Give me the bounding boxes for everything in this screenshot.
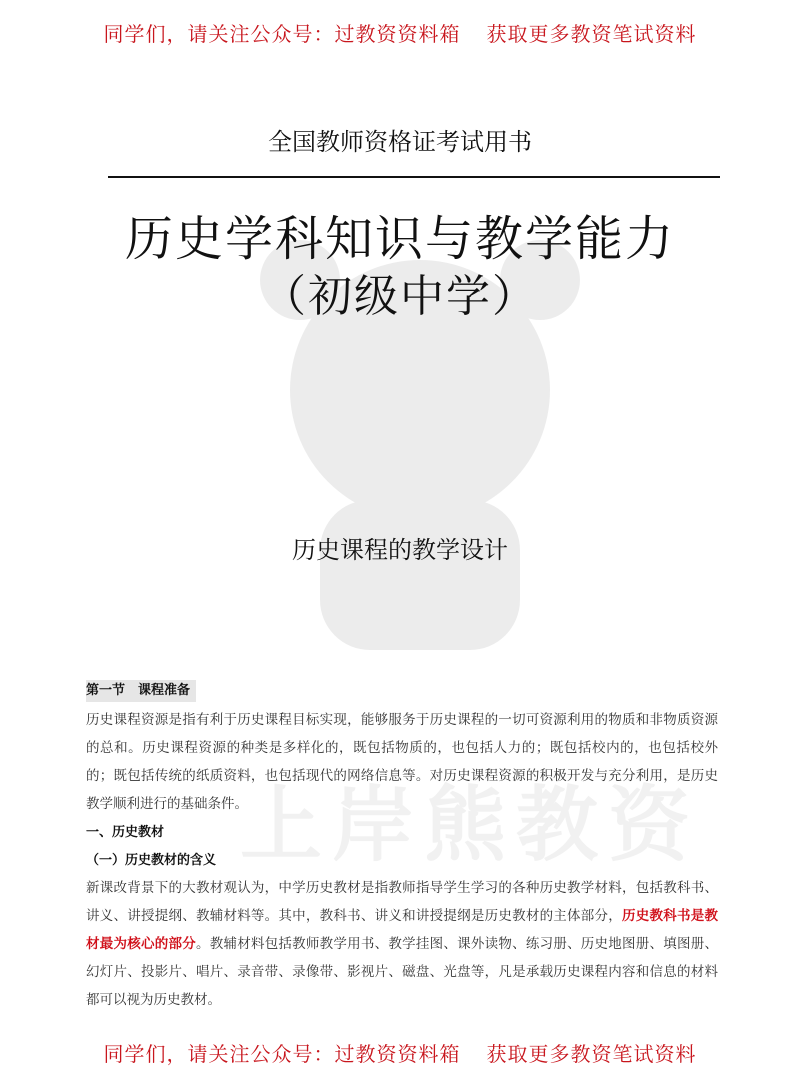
paragraph-resources: 历史课程资源是指有利于历史课程目标实现，能够服务于历史课程的一切可资源利用的物质和非物质资源的总和。历史课程资源的种类是多样化的，既包括物质的，也包括人力的；既包括校内的，也包括校外的；既包括传统的纸质资料，也包括现代的网络信息等。对历史课程资源的积极开发与充分利用，是历史教学顺利进行的基础条件。 [86, 712, 718, 812]
section-title: 第一节 课程准备 [86, 680, 196, 702]
book-title: 历史学科知识与教学能力 [124, 211, 675, 267]
watermark-text: 上岸熊教资 [240, 778, 701, 873]
series-title: 全国教师资格证考试用书 [268, 128, 532, 156]
banner-right-text: 获取更多教资笔试资料 [486, 1042, 697, 1066]
heading-level1: 一、历史教材 [86, 825, 165, 840]
banner-right-text: 获取更多教资笔试资料 [486, 22, 697, 46]
heading-level2: （一）历史教材的含义 [86, 853, 217, 868]
paragraph-textbook-part1: 新课改背景下的大教材观认为，中学历史教材是指教师指导学生学习的各种历史教学材料，包括教科书、讲义、讲授提纲、教辅材料等。其中，教科书、讲义和讲授提纲是历史教材的主体部分， [86, 880, 718, 924]
top-promo-banner [0, 18, 800, 47]
title-divider [108, 176, 720, 178]
bottom-promo-banner [0, 1038, 800, 1067]
highlighted-key-point: 历史教科书是教材最为核心的部分 [86, 908, 719, 952]
banner-left-text: 同学们，请关注公众号：过教资资料箱 [103, 22, 461, 46]
paragraph-textbook [86, 874, 718, 1014]
book-subtitle: （初级中学） [262, 271, 538, 322]
chapter-title: 历史课程的教学设计 [292, 536, 508, 564]
banner-left-text: 同学们，请关注公众号：过教资资料箱 [103, 1042, 461, 1066]
document-body [86, 676, 718, 1014]
paragraph-textbook-part2: 。教辅材料包括教师教学用书、教学挂图、课外读物、练习册、历史地图册、填图册、幻灯片、投影片、唱片、录音带、录像带、影视片、磁盘、光盘等，凡是承载历史课程内容和信息的材料都可以视为历史教材。 [86, 936, 719, 1008]
